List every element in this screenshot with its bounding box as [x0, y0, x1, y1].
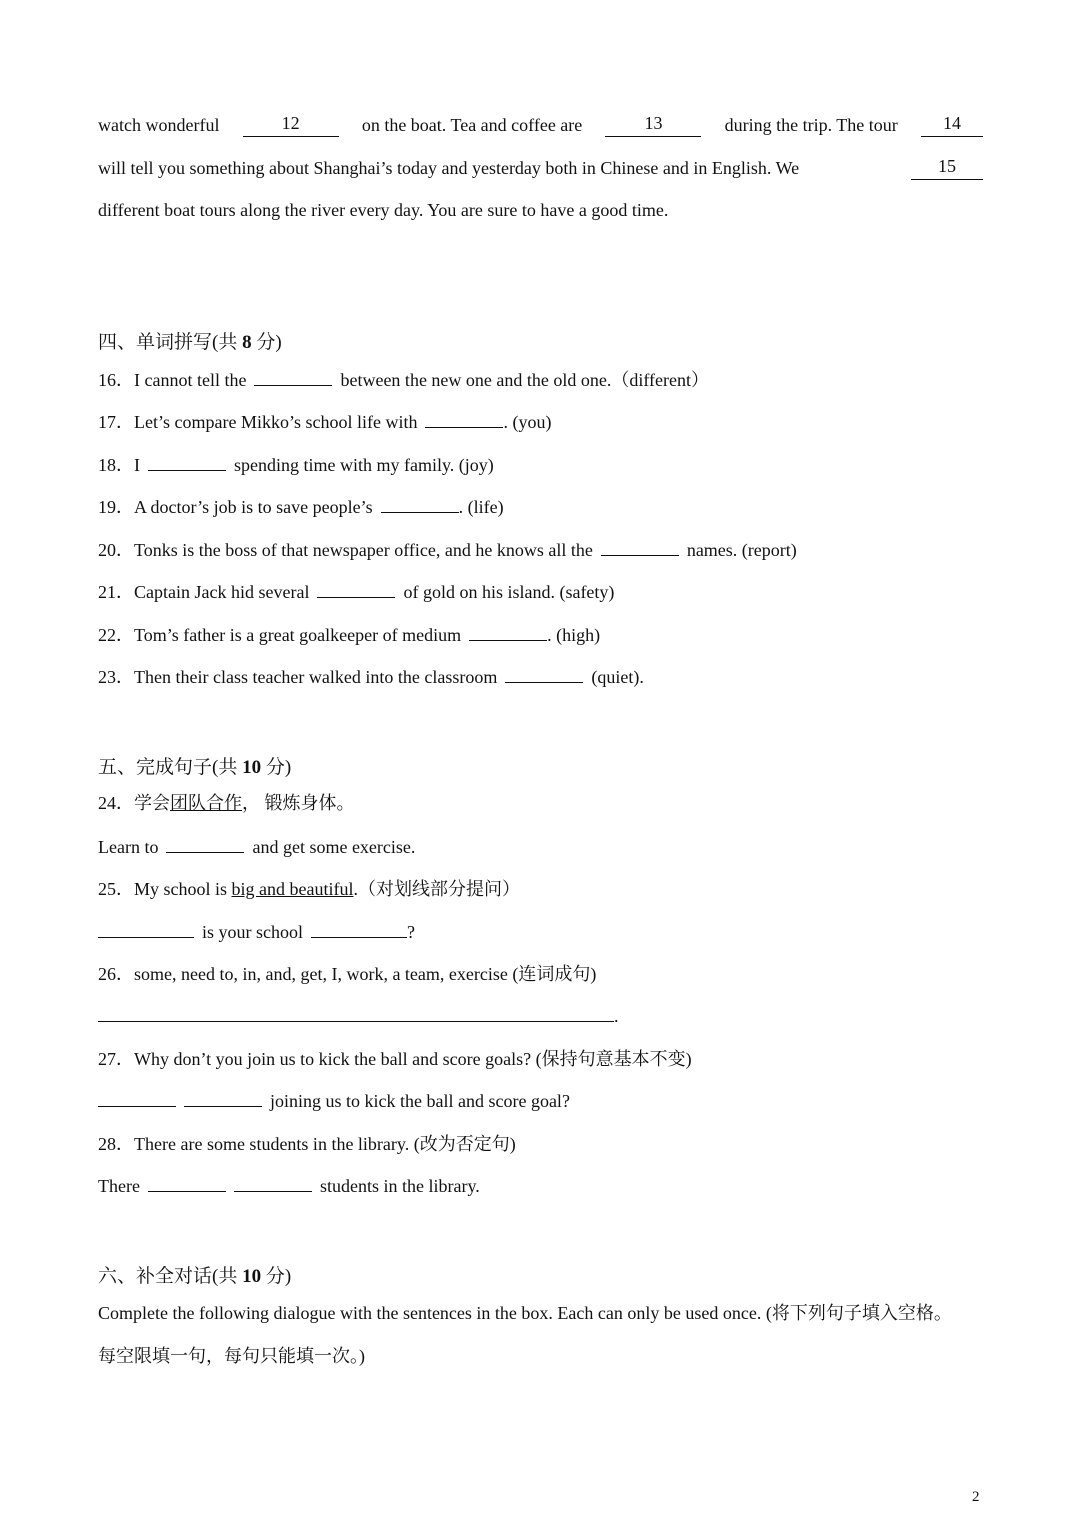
answer-24: Learn to and get some exercise. [98, 837, 416, 857]
answer-blank-21[interactable] [317, 597, 395, 598]
page-number: 2 [972, 1489, 980, 1505]
answer-blank-16[interactable] [254, 385, 332, 386]
question-21: 21．Captain Jack hid several of gold on his island. (safety) [98, 582, 615, 602]
answer-28: There students in the library. [98, 1176, 480, 1196]
underlined-phrase: big and beautiful [231, 879, 354, 899]
passage-text: on the boat. Tea and coffee are [361, 115, 583, 135]
answer-blank-17[interactable] [425, 427, 503, 428]
question-27: 27．Why don’t you join us to kick the ball and score goals? (保持句意基本不变) [98, 1049, 692, 1069]
question-19: 19．A doctor’s job is to save people’s . (life) [98, 497, 504, 517]
question-26: 26．some, need to, in, and, get, I, work, a team, exercise (连词成句) [98, 964, 597, 984]
answer-blank-19[interactable] [381, 512, 459, 513]
blank-15[interactable]: 15 [911, 156, 983, 180]
blank-12[interactable]: 12 [243, 113, 339, 137]
answer-blank-24[interactable] [166, 852, 244, 853]
answer-blank-26[interactable] [98, 1021, 614, 1022]
underlined-phrase: 团队合作 [170, 793, 242, 813]
section-6-instruction-2: 每空限填一句，每句只能填一次。) [98, 1346, 365, 1366]
passage-text: during the trip. The tour [724, 115, 898, 135]
answer-blank-27b[interactable] [184, 1106, 262, 1107]
question-24: 24．学会团队合作， 锻炼身体。 [98, 793, 355, 813]
section-6-heading: 六、补全对话(共 10 分) [98, 1266, 292, 1287]
section-6-instruction-1: Complete the following dialogue with the sentences in the box. Each can only be used once. (将下列句子填入空格。 [98, 1303, 952, 1323]
passage-text: will tell you something about Shanghai’s today and yesterday both in Chinese and in English. We [98, 158, 800, 178]
answer-blank-23[interactable] [505, 682, 583, 683]
answer-blank-25b[interactable] [311, 937, 407, 938]
answer-blank-28b[interactable] [234, 1191, 312, 1192]
answer-blank-18[interactable] [148, 470, 226, 471]
question-20: 20．Tonks is the boss of that newspaper office, and he knows all the names. (report) [98, 540, 797, 560]
answer-blank-22[interactable] [469, 640, 547, 641]
passage-text: watch wonderful [98, 115, 220, 135]
answer-25: is your school ? [98, 920, 415, 944]
question-22: 22．Tom’s father is a great goalkeeper of medium . (high) [98, 625, 601, 645]
section-4-heading: 四、单词拼写(共 8 分) [98, 332, 282, 353]
passage-line-2 [98, 156, 983, 180]
question-28: 28．There are some students in the library. (改为否定句) [98, 1134, 516, 1154]
passage-line-3: different boat tours along the river every day. You are sure to have a good time. [98, 200, 669, 220]
blank-13[interactable]: 13 [605, 113, 701, 137]
answer-27: joining us to kick the ball and score goal? [98, 1089, 570, 1113]
answer-blank-27a[interactable] [98, 1106, 176, 1107]
question-25: 25．My school is big and beautiful.（对划线部分提问） [98, 879, 520, 899]
section-5-heading: 五、完成句子(共 10 分) [98, 757, 292, 778]
answer-blank-20[interactable] [601, 555, 679, 556]
answer-26: . [98, 1004, 619, 1028]
answer-blank-28a[interactable] [148, 1191, 226, 1192]
question-17: 17．Let’s compare Mikko’s school life with . (you) [98, 412, 552, 432]
question-23: 23．Then their class teacher walked into the classroom (quiet). [98, 667, 644, 687]
question-18: 18．I spending time with my family. (joy) [98, 455, 494, 475]
passage-line-1 [98, 113, 983, 137]
blank-14[interactable]: 14 [921, 113, 983, 137]
question-16: 16．I cannot tell the between the new one and the old one.（different） [98, 370, 710, 390]
answer-blank-25a[interactable] [98, 937, 194, 938]
